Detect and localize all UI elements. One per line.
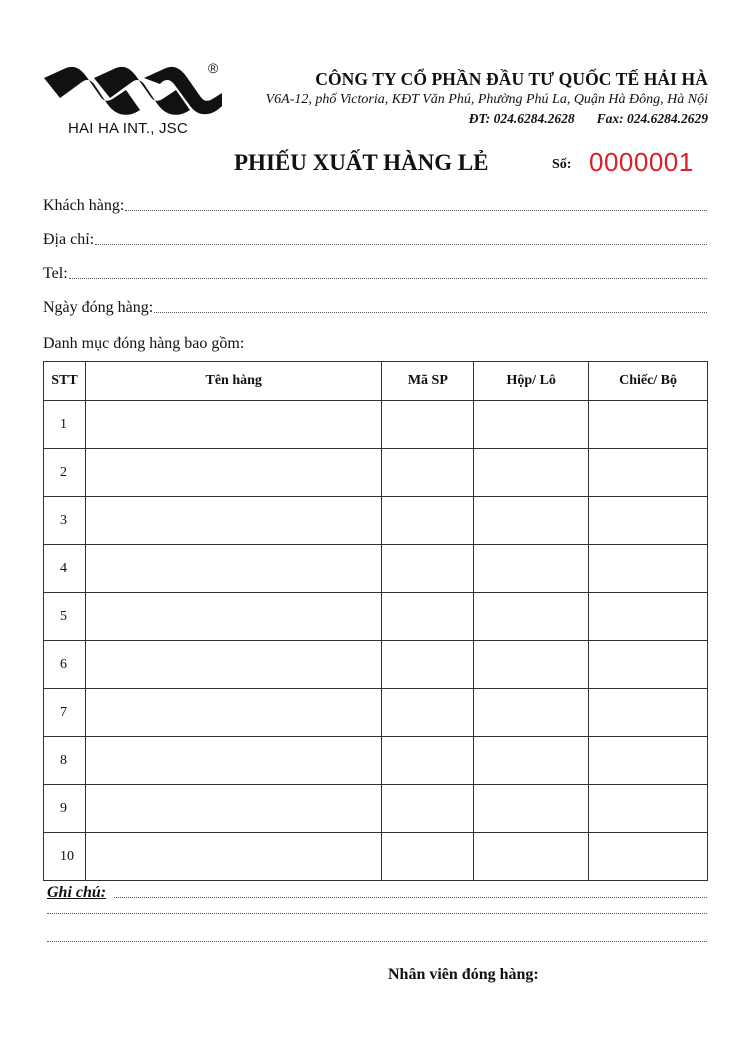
- cell-product-code[interactable]: [382, 785, 474, 833]
- notes-line-2[interactable]: [47, 912, 707, 914]
- cell-product-code[interactable]: [382, 689, 474, 737]
- cell-product-name[interactable]: [85, 497, 381, 545]
- cell-piece-set[interactable]: [589, 497, 708, 545]
- notes-label: Ghi chú:: [47, 884, 107, 901]
- packing-date-line[interactable]: [154, 311, 707, 313]
- header-product-name: Tên hàng: [85, 362, 381, 401]
- table-row: [44, 785, 708, 833]
- cell-product-code[interactable]: [382, 449, 474, 497]
- customer-label: Khách hàng:: [43, 197, 125, 214]
- header-product-code: Mã SP: [382, 362, 474, 401]
- cell-stt: 1: [44, 401, 86, 449]
- tel-line[interactable]: [69, 277, 707, 279]
- company-logo: [44, 62, 234, 142]
- cell-box-lot[interactable]: [474, 593, 589, 641]
- list-label: Danh mục đóng hàng bao gồm:: [43, 335, 245, 352]
- cell-piece-set[interactable]: [589, 833, 708, 881]
- notes-line-2-row[interactable]: [47, 912, 707, 918]
- cell-product-code[interactable]: [382, 593, 474, 641]
- cell-piece-set[interactable]: [589, 785, 708, 833]
- cell-product-name[interactable]: [85, 785, 381, 833]
- cell-box-lot[interactable]: [474, 449, 589, 497]
- signature-label: Nhân viên đóng hàng:: [388, 966, 539, 983]
- cell-stt: 8: [44, 737, 86, 785]
- cell-stt: 3: [44, 497, 86, 545]
- table-row: [44, 545, 708, 593]
- cell-product-name[interactable]: [85, 689, 381, 737]
- document-title: PHIẾU XUẤT HÀNG LẺ: [234, 150, 489, 175]
- notes-line-1[interactable]: [114, 896, 707, 898]
- table-row: [44, 641, 708, 689]
- company-fax: Fax: 024.6284.2629: [596, 111, 708, 126]
- cell-product-code[interactable]: [382, 497, 474, 545]
- cell-box-lot[interactable]: [474, 545, 589, 593]
- cell-box-lot[interactable]: [474, 737, 589, 785]
- table-row: [44, 449, 708, 497]
- header-piece-set: Chiếc/ Bộ: [589, 362, 708, 401]
- document-number: 0000001: [589, 147, 694, 177]
- cell-product-name[interactable]: [85, 641, 381, 689]
- address-line[interactable]: [95, 243, 707, 245]
- cell-box-lot[interactable]: [474, 401, 589, 449]
- items-table: [43, 361, 708, 881]
- notes-line-3[interactable]: [47, 940, 707, 942]
- cell-piece-set[interactable]: [589, 401, 708, 449]
- company-contact: [266, 109, 708, 128]
- cell-stt: 7: [44, 689, 86, 737]
- cell-product-name[interactable]: [85, 401, 381, 449]
- wave-logo-icon: [44, 62, 224, 118]
- table-row: [44, 401, 708, 449]
- company-phone: ĐT: 024.6284.2628: [468, 111, 575, 126]
- company-header: [266, 68, 708, 128]
- cell-box-lot[interactable]: [474, 689, 589, 737]
- cell-product-code[interactable]: [382, 737, 474, 785]
- cell-product-name[interactable]: [85, 545, 381, 593]
- cell-piece-set[interactable]: [589, 593, 708, 641]
- cell-stt: 9: [44, 785, 86, 833]
- notes-line-3-row[interactable]: [47, 940, 707, 946]
- cell-stt: 2: [44, 449, 86, 497]
- document-number-label: Số:: [552, 157, 572, 172]
- cell-box-lot[interactable]: [474, 497, 589, 545]
- table-row: [44, 833, 708, 881]
- company-address: V6A-12, phố Victoria, KĐT Văn Phú, Phường Phú La, Quận Hà Đông, Hà Nội: [265, 92, 708, 107]
- cell-product-name[interactable]: [85, 737, 381, 785]
- packing-date-label: Ngày đóng hàng:: [43, 299, 154, 316]
- cell-piece-set[interactable]: [589, 545, 708, 593]
- cell-product-code[interactable]: [382, 833, 474, 881]
- company-name: CÔNG TY CỔ PHẦN ĐẦU TƯ QUỐC TẾ HẢI HÀ: [315, 69, 708, 89]
- notes-field[interactable]: [47, 884, 707, 902]
- cell-product-code[interactable]: [382, 401, 474, 449]
- cell-piece-set[interactable]: [589, 737, 708, 785]
- header-box-lot: Hộp/ Lô: [474, 362, 589, 401]
- cell-box-lot[interactable]: [474, 833, 589, 881]
- address-field[interactable]: [43, 231, 707, 249]
- cell-box-lot[interactable]: [474, 641, 589, 689]
- cell-product-name[interactable]: [85, 593, 381, 641]
- cell-product-name[interactable]: [85, 449, 381, 497]
- cell-piece-set[interactable]: [589, 641, 708, 689]
- cell-box-lot[interactable]: [474, 785, 589, 833]
- cell-stt: 4: [44, 545, 86, 593]
- table-header-row: [44, 362, 708, 401]
- header-stt: STT: [44, 362, 86, 401]
- address-label: Địa chỉ:: [43, 231, 95, 248]
- table-row: [44, 689, 708, 737]
- table-row: [44, 737, 708, 785]
- customer-field[interactable]: [43, 197, 707, 215]
- cell-product-code[interactable]: [382, 545, 474, 593]
- tel-field[interactable]: [43, 265, 707, 283]
- registered-mark: ®: [208, 60, 219, 76]
- table-row: [44, 593, 708, 641]
- cell-product-name[interactable]: [85, 833, 381, 881]
- cell-piece-set[interactable]: [589, 449, 708, 497]
- tel-label: Tel:: [43, 265, 68, 282]
- cell-stt: 10: [44, 833, 86, 881]
- cell-piece-set[interactable]: [589, 689, 708, 737]
- customer-line[interactable]: [125, 209, 707, 211]
- cell-stt: 6: [44, 641, 86, 689]
- logo-text: HAI HA INT., JSC: [68, 120, 188, 137]
- table-row: [44, 497, 708, 545]
- cell-stt: 5: [44, 593, 86, 641]
- cell-product-code[interactable]: [382, 641, 474, 689]
- packing-date-field[interactable]: [43, 299, 707, 317]
